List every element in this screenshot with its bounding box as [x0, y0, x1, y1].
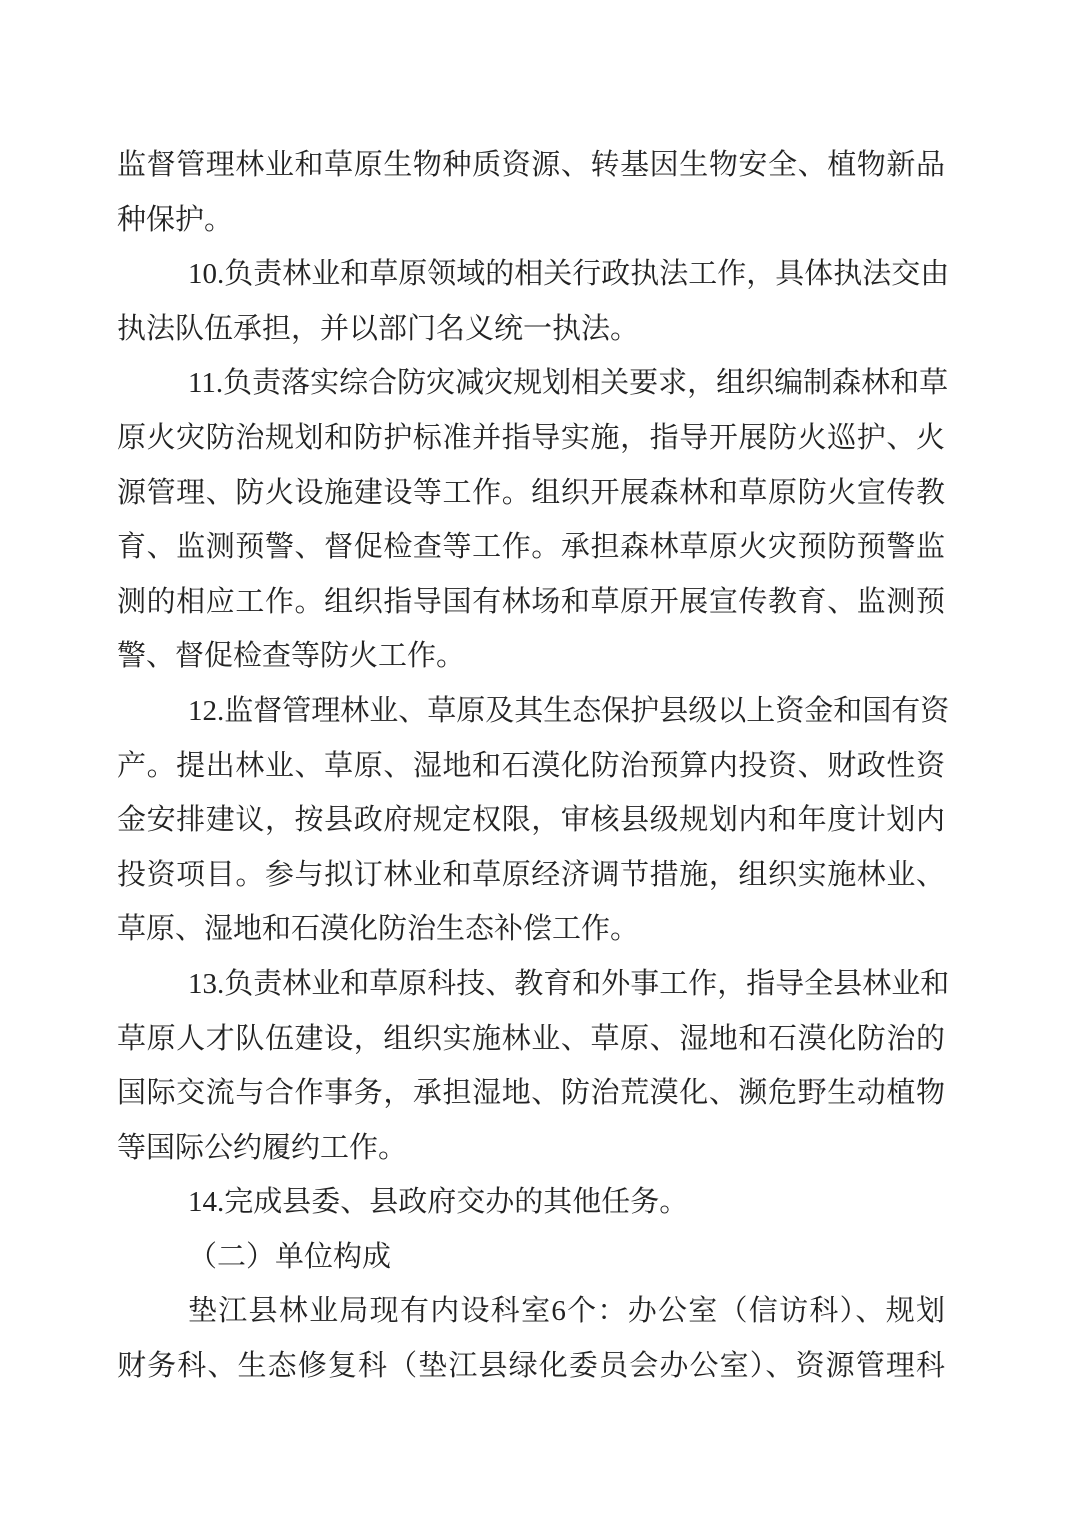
- text-line: 10.负责林业和草原领域的相关行政执法工作，具体执法交由: [188, 258, 950, 291]
- text-line: （二）单位构成: [188, 1240, 392, 1273]
- text-line: 执法队伍承担，并以部门名义统一执法。: [117, 312, 640, 345]
- text-line: 14.完成县委、县政府交办的其他任务。: [188, 1186, 689, 1219]
- text-line: 投资项目。参与拟订林业和草原经济调节措施，组织实施林业、: [117, 858, 945, 891]
- document-text-block: [117, 138, 950, 1394]
- text-line: 种保护。: [117, 203, 234, 236]
- text-line: 育、监测预警、督促检查等工作。承担森林草原火灾预防预警监: [117, 531, 945, 564]
- paragraph-unit-composition-intro: [117, 1284, 945, 1393]
- paragraph-section-2-heading: [117, 1230, 945, 1285]
- text-line: 原火灾防治规划和防护标准并指导实施，指导开展防火巡护、火: [117, 421, 945, 454]
- paragraph-item-14: [117, 1175, 945, 1230]
- paragraph-item-13: [117, 957, 950, 1175]
- text-line: 等国际公约履约工作。: [117, 1131, 408, 1164]
- text-line: 警、督促检查等防火工作。: [117, 640, 466, 673]
- text-line: 测的相应工作。组织指导国有林场和草原开展宣传教育、监测预: [117, 585, 945, 618]
- text-line: 垫江县林业局现有内设科室6个：办公室（信访科）、规划: [188, 1295, 945, 1328]
- paragraph-item-12: [117, 684, 950, 957]
- text-line: 金安排建议，按县政府规定权限，审核县级规划内和年度计划内: [117, 804, 945, 837]
- paragraph-item-10: [117, 247, 950, 356]
- text-line: 草原、湿地和石漠化防治生态补偿工作。: [117, 913, 640, 946]
- text-line: 源管理、防火设施建设等工作。组织开展森林和草原防火宣传教: [117, 476, 945, 509]
- paragraph-item-11: [117, 356, 949, 684]
- text-line: 监督管理林业和草原生物种质资源、转基因生物安全、植物新品: [117, 149, 945, 181]
- text-line: 13.负责林业和草原科技、教育和外事工作，指导全县林业和: [188, 967, 950, 1000]
- text-line: 产。提出林业、草原、湿地和石漠化防治预算内投资、财政性资: [117, 749, 945, 782]
- text-line: 11.负责落实综合防灾减灾规划相关要求，组织编制森林和草: [188, 367, 949, 400]
- text-line: 财务科、生态修复科（垫江县绿化委员会办公室）、资源管理科: [117, 1350, 945, 1383]
- text-line: 国际交流与合作事务，承担湿地、防治荒漠化、濒危野生动植物: [117, 1077, 945, 1110]
- text-line: 草原人才队伍建设，组织实施林业、草原、湿地和石漠化防治的: [117, 1022, 945, 1055]
- text-line: 12.监督管理林业、草原及其生态保护县级以上资金和国有资: [188, 694, 950, 727]
- paragraph-item-9-continuation: [117, 138, 945, 247]
